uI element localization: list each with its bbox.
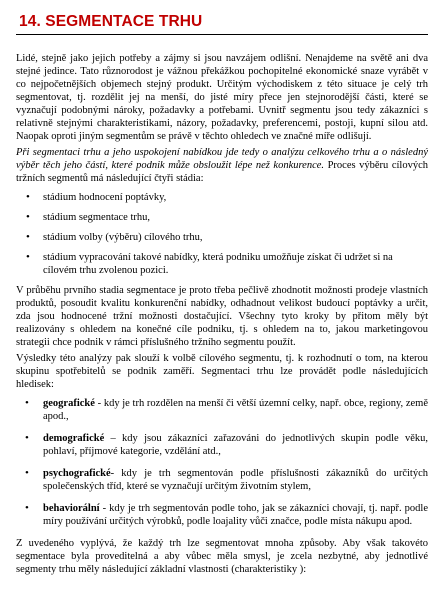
stage-text: stádium segmentace trhu,: [43, 212, 151, 223]
list-item: [16, 231, 428, 244]
list-item: [16, 467, 428, 493]
list-item: [16, 502, 428, 528]
criterion-text: - kdy je trh rozdělen na menší či větší územní celky, např. obce, regiony, země apod.,: [43, 398, 428, 422]
stages-list: [16, 191, 428, 277]
paragraph-segmentation-process: [16, 146, 428, 185]
criterion-term: psychografické: [43, 468, 111, 479]
paragraph-intro: Lidé, stejně jako jejich potřeby a zájmy si jsou navzájem odlišní. Nenajdeme na světě ani dva stejné jedince. Tato různorodost je vážnou překážkou pochopitelné ekonomické snaze vyrábět v co nejpočetnějších objemech stejný produkt. Určitým východiskem z této situace je celý trh segmentovat, tj. rozdělit jej na menší, do jisté míry přece jen stejnorodější části, které se vyznačují podobnými nároky, požadavky a potřebami. Uvnitř segmentu jsou tedy zákazníci s relativně stejnými charakteristikami, názory, požadavky, preferencemi, postoji, kupní silou atd. Naopak oproti jiným segmentům se právě v těchto ohledech ve značné míře odlišují.: [16, 53, 428, 142]
bullet-icon: •: [26, 211, 30, 223]
criteria-list: [16, 397, 428, 528]
list-item: [16, 432, 428, 458]
bullet-icon: •: [25, 467, 29, 479]
criterion-term: geografické: [43, 398, 95, 409]
criterion-text: - kdy je trh segmentován podle příslušnosti zákazníků do určitých společenských tříd, které se vyznačují určitým životním stylem,: [43, 468, 428, 492]
document-page: [16, 0, 428, 576]
heading-bar: [16, 13, 428, 35]
list-item: [16, 191, 428, 204]
paragraph-analysis-results: Výsledky této analýzy pak slouží k volbě cílového segmentu, tj. k rozhodnutí o tom, na kterou skupinu spotřebitelů se podnik zaměří. Segmentaci trhu lze provádět podle následujících hledisek:: [16, 353, 428, 390]
process-intro-text: Proces výběru cílových tržních segmentů má následující čtyři stádia:: [16, 160, 428, 184]
stage-text: stádium volby (výběru) cílového trhu,: [43, 232, 203, 243]
criterion-text: – kdy jsou zákazníci zařazováni do jednotlivých skupin podle věku, pohlaví, příjmové kategorie, vzdělání atd.,: [43, 433, 428, 457]
paragraph-conclusion: Z uvedeného vyplývá, že každý trh lze segmentovat mnoha způsoby. Aby však takovéto segmentace byla proveditelná a aby vůbec měla smysl, je zcela nezbytné, aby jednotlivé segmenty trhu měly následující základní vlastnosti (charakteristiky ):: [16, 538, 428, 575]
criterion-term: demografické: [43, 433, 105, 444]
bullet-icon: •: [25, 397, 29, 409]
stage-text: stádium vypracování takové nabídky, která podniku umožňuje získat či udržet si na cílovém trhu zvolenou pozici.: [43, 252, 393, 276]
bullet-icon: •: [25, 502, 29, 514]
list-item: [16, 211, 428, 224]
criterion-term: behaviorální: [43, 503, 100, 514]
italic-definition: Při segmentaci trhu a jeho uspokojení nabídkou jde tedy o analýzu celkového trhu a o následný výběr těch jeho částí, které podnik může obsloužit lépe než konkurence.: [16, 147, 428, 171]
bullet-icon: •: [25, 432, 29, 444]
bullet-icon: •: [26, 251, 30, 263]
list-item: [16, 397, 428, 423]
bullet-icon: •: [26, 191, 30, 203]
chapter-heading: 14. SEGMENTACE TRHU: [19, 13, 203, 30]
criterion-text: - kdy je trh segmentován podle toho, jak se zákazníci chovají, tj. např. podle míry používání určitých výrobků, podle loajality vůči značce, podle místa nákupu apod.: [43, 503, 428, 527]
list-item: [16, 251, 428, 277]
stage-text: stádium hodnocení poptávky,: [43, 192, 167, 203]
paragraph-first-stage: V průběhu prvního stadia segmentace je proto třeba pečlivě zhodnotit možnosti prodeje vlastních produktů, posoudit kvalitu konkurenční nabídky, odhadnout velikost budoucí poptávky a určit, zda jsou hodnocené tržní možnosti dostačující. Všechny tyto kroky by přitom měly být realizovány s ohledem na konečné cíle podniku, tj. s ohledem na to, jakou marketingovou strategii chce podnik v rámci příslušného tržního segmentu použít.: [16, 285, 428, 348]
bullet-icon: •: [26, 231, 30, 243]
